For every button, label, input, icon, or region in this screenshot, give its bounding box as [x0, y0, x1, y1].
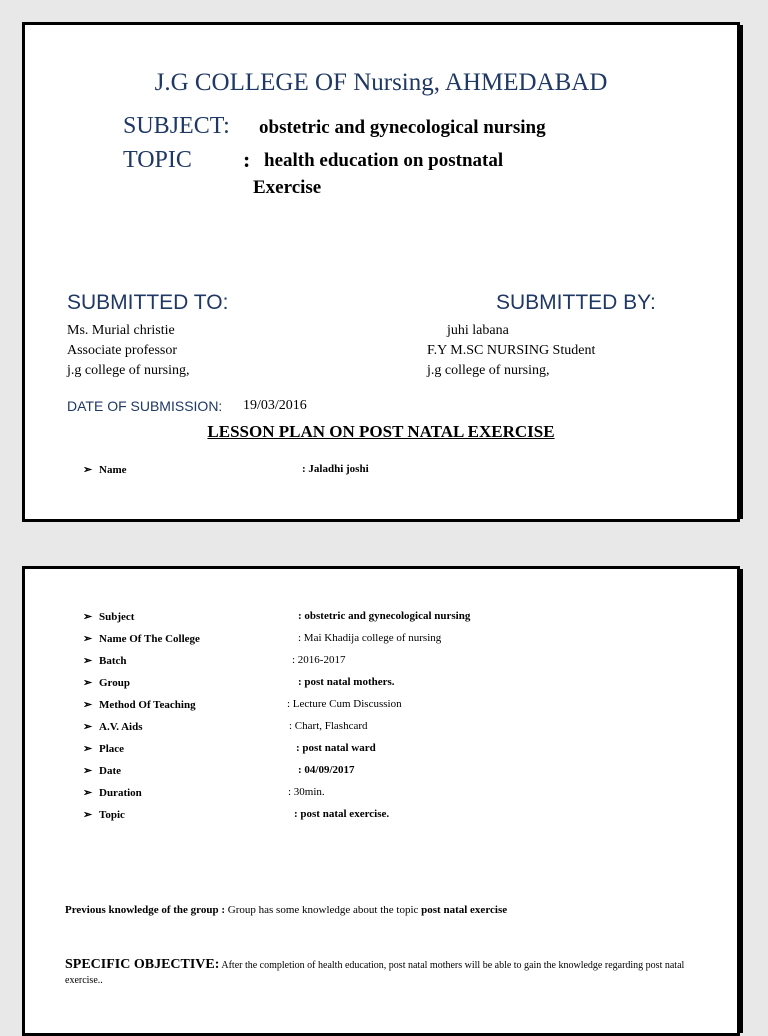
submitted-by-heading: SUBMITTED BY: [496, 291, 656, 314]
name-label: Name [99, 464, 127, 476]
previous-knowledge-label: Previous knowledge of the group : [65, 904, 226, 916]
list-item-label: ➢ Group [83, 677, 130, 689]
arrow-bullet-icon: ➢ [83, 765, 93, 777]
list-item-value: : 30min. [288, 786, 325, 798]
document-page-2 [22, 566, 740, 1036]
previous-knowledge [65, 904, 507, 916]
list-item-label: ➢ Name Of The College [83, 633, 200, 645]
list-item-value: : post natal exercise. [294, 808, 390, 820]
submitted-to-line: j.g college of nursing, [67, 363, 190, 378]
list-item-value: : Chart, Flashcard [289, 720, 368, 732]
list-item-value: : 2016-2017 [292, 654, 346, 666]
list-item-label: ➢ Method Of Teaching [83, 699, 196, 711]
list-item-value: : post natal ward [296, 742, 376, 754]
specific-objective-text: After the completion of health education, post natal mothers will be able to gain the knowledge regarding post natal exercise.. [65, 960, 685, 986]
topic-value-line1: health education on postnatal [264, 150, 504, 171]
date-of-submission-value: 19/03/2016 [243, 398, 307, 413]
arrow-bullet-icon: ➢ [83, 677, 93, 689]
arrow-bullet-icon: ➢ [83, 699, 93, 711]
submitted-by-line: F.Y M.SC NURSING Student [427, 343, 596, 358]
name-value: : Jaladhi joshi [302, 463, 369, 475]
topic-colon: : [243, 147, 251, 172]
list-item-value: : post natal mothers. [298, 676, 395, 688]
document-page-1 [22, 22, 740, 522]
list-item-value: : Lecture Cum Discussion [287, 698, 402, 710]
arrow-bullet-icon: ➢ [83, 464, 93, 476]
list-item-label: ➢ Topic [83, 809, 125, 821]
date-of-submission-label: DATE OF SUBMISSION: [67, 398, 223, 414]
list-item-value: : Mai Khadija college of nursing [298, 632, 442, 644]
submitted-by-line: juhi labana [447, 323, 509, 338]
arrow-bullet-icon: ➢ [83, 743, 93, 755]
name-row [83, 463, 127, 476]
subject-label: SUBJECT: [123, 113, 230, 139]
college-title: J.G COLLEGE OF Nursing, AHMEDABAD [154, 69, 608, 96]
arrow-bullet-icon: ➢ [83, 611, 93, 623]
list-item-label: ➢ Batch [83, 655, 127, 667]
list-item-label: ➢ Place [83, 743, 125, 755]
submitted-by-line: j.g college of nursing, [427, 363, 550, 378]
list-item-label: ➢ Duration [83, 787, 142, 799]
list-item-value: : obstetric and gynecological nursing [298, 610, 471, 622]
specific-objective-label: SPECIFIC OBJECTIVE: [65, 957, 220, 972]
arrow-bullet-icon: ➢ [83, 655, 93, 667]
submitted-to-line: Ms. Murial christie [67, 323, 175, 338]
list-item-value: : 04/09/2017 [298, 764, 355, 776]
subject-value: obstetric and gynecological nursing [259, 117, 546, 138]
previous-knowledge-text: Group has some knowledge about the topic [225, 904, 422, 916]
list-item-label: ➢ A.V. Aids [83, 721, 143, 733]
submitted-to-line: Associate professor [67, 343, 178, 358]
arrow-bullet-icon: ➢ [83, 809, 93, 821]
topic-value-line2: Exercise [253, 177, 322, 198]
list-item-label: ➢ Date [83, 765, 121, 777]
topic-label: TOPIC [123, 147, 192, 173]
list-item-label: ➢ Subject [83, 611, 135, 623]
previous-knowledge-topic: post natal exercise [421, 904, 508, 916]
arrow-bullet-icon: ➢ [83, 787, 93, 799]
specific-objective [65, 957, 710, 988]
submitted-to-heading: SUBMITTED TO: [67, 291, 229, 314]
lesson-plan-title: LESSON PLAN ON POST NATAL EXERCISE [207, 422, 555, 441]
arrow-bullet-icon: ➢ [83, 721, 93, 733]
arrow-bullet-icon: ➢ [83, 633, 93, 645]
